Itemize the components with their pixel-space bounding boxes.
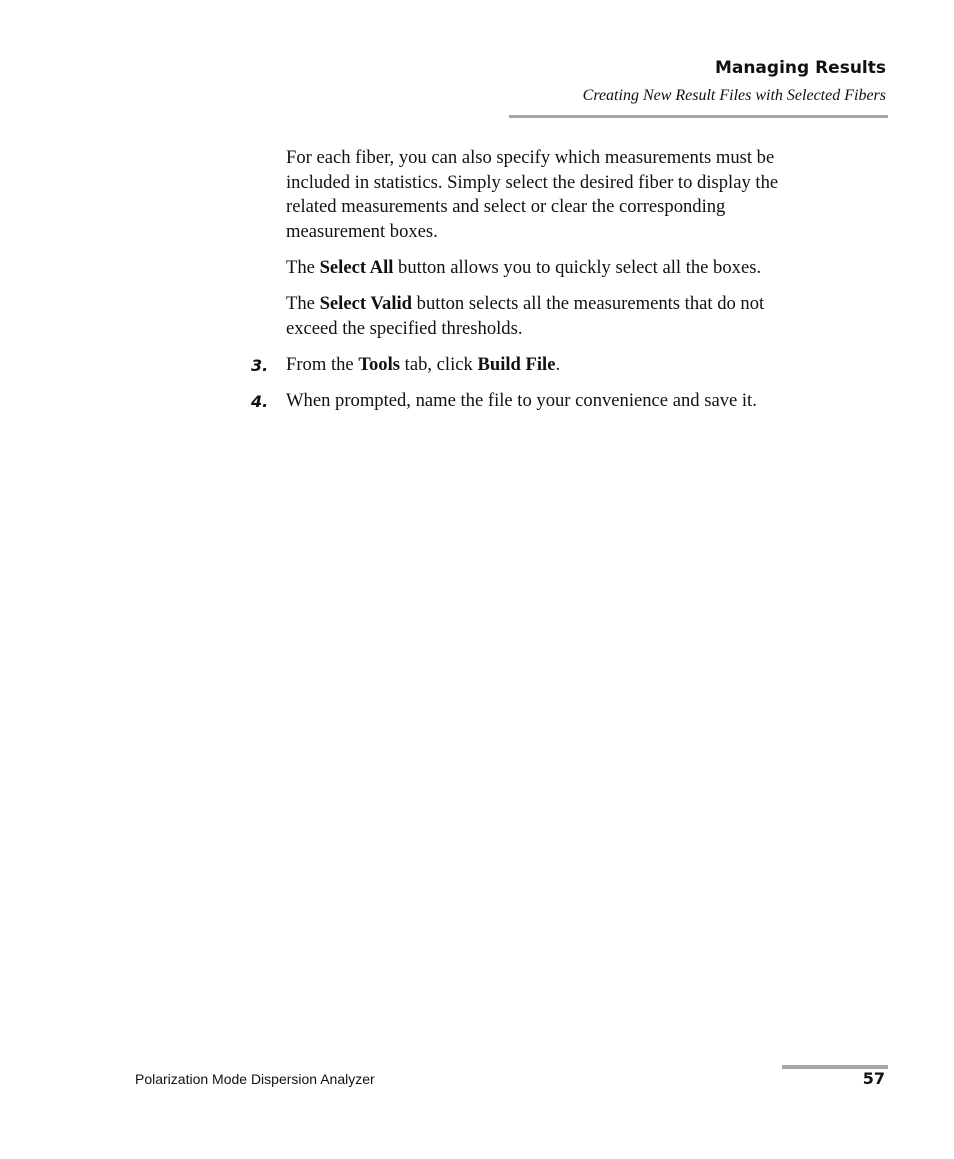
paragraph-line: For each fiber, you can also specify which measurements must be: [286, 147, 775, 168]
step-number: 3.: [251, 356, 269, 375]
step-4: When prompted, name the file to your convenience and save it.: [286, 390, 757, 411]
paragraph-line: related measurements and select or clear the corresponding: [286, 196, 726, 217]
select-valid-paragraph: [286, 293, 764, 315]
paragraph-line: measurement boxes.: [286, 221, 438, 242]
text: button allows you to quickly select all the boxes.: [393, 257, 762, 278]
select-valid-term: Select Valid: [319, 293, 413, 314]
step-number: 4.: [251, 392, 269, 411]
section-title: Creating New Result Files with Selected Fibers: [582, 87, 886, 104]
text: button selects all the measurements that do not: [412, 293, 765, 314]
header-rule: [509, 115, 888, 118]
text: .: [555, 354, 561, 375]
text: tab, click: [400, 354, 478, 375]
page-number: 57: [862, 1069, 885, 1088]
text: From the: [286, 354, 359, 375]
build-file-term: Build File: [477, 354, 556, 375]
text: The: [286, 293, 320, 314]
select-all-term: Select All: [319, 257, 394, 278]
chapter-title: Managing Results: [714, 58, 886, 78]
paragraph-line: included in statistics. Simply select the desired fiber to display the: [286, 172, 779, 193]
text: The: [286, 257, 320, 278]
select-all-paragraph: [286, 257, 761, 279]
paragraph-line: exceed the specified thresholds.: [286, 318, 523, 339]
step-3: [286, 354, 560, 376]
tools-term: Tools: [358, 354, 401, 375]
footer-product-name: Polarization Mode Dispersion Analyzer: [135, 1071, 375, 1087]
